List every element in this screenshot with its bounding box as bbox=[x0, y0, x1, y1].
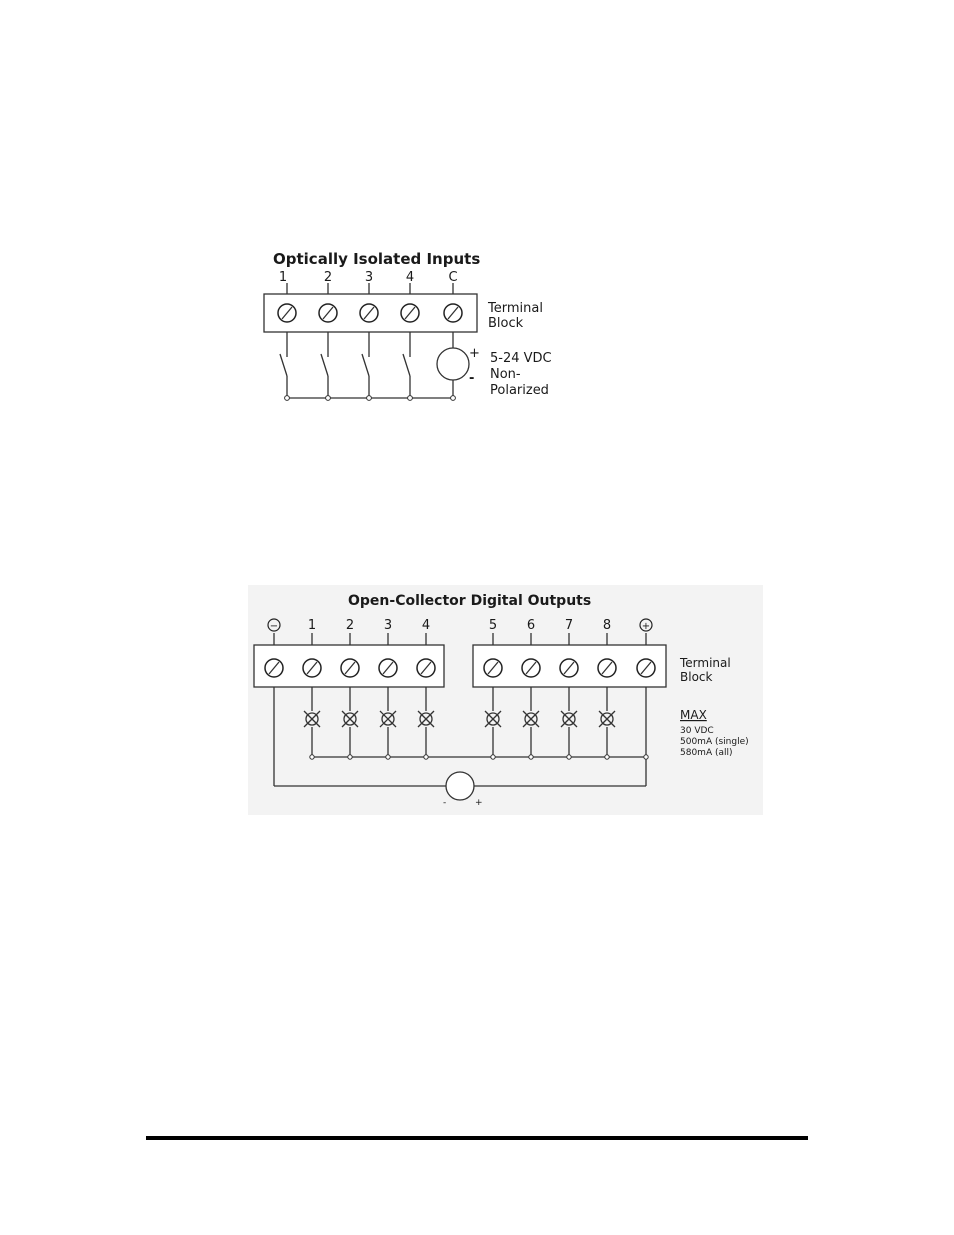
input-screw-1 bbox=[278, 304, 296, 322]
input-supply-minus: - bbox=[469, 371, 475, 386]
outputs-block-label-line1: Terminal bbox=[680, 656, 731, 670]
optically-isolated-inputs-diagram bbox=[240, 240, 580, 415]
inputs-supply-label-line3: Polarized bbox=[490, 383, 549, 398]
input-screw-c bbox=[444, 304, 462, 322]
input-screw-4 bbox=[401, 304, 419, 322]
input-terminal-c-label: C bbox=[448, 270, 458, 285]
input-terminal-4-label: 4 bbox=[405, 270, 415, 285]
inputs-title: Optically Isolated Inputs bbox=[273, 250, 481, 268]
input-supply-source bbox=[437, 348, 469, 380]
output-source-minus: - bbox=[443, 798, 447, 808]
outputs-block-label-line2: Block bbox=[680, 670, 713, 684]
inputs-block-label-line1: Terminal bbox=[488, 301, 543, 316]
output-terminal-4-label: 4 bbox=[421, 618, 431, 633]
output-terminal-3-label: 3 bbox=[383, 618, 393, 633]
output-terminal-5-label: 5 bbox=[488, 618, 498, 633]
outputs-max-label: MAX bbox=[680, 708, 707, 722]
inputs-supply-label-line2: Non- bbox=[490, 367, 521, 382]
input-screw-3 bbox=[360, 304, 378, 322]
output-terminal-7-label: 7 bbox=[564, 618, 574, 633]
input-switches bbox=[280, 332, 453, 398]
output-power-source bbox=[446, 772, 474, 800]
open-collector-digital-outputs-diagram bbox=[248, 585, 763, 815]
input-screw-2 bbox=[319, 304, 337, 322]
output-pos-symbol: + bbox=[641, 621, 651, 632]
inputs-supply-label-line1: 5-24 VDC bbox=[490, 351, 552, 366]
input-supply-plus: + bbox=[469, 346, 480, 361]
outputs-title: Open-Collector Digital Outputs bbox=[348, 593, 592, 609]
output-terminal-2-label: 2 bbox=[345, 618, 355, 633]
output-terminal-1-label: 1 bbox=[307, 618, 317, 633]
output-terminal-8-label: 8 bbox=[602, 618, 612, 633]
output-source-plus: + bbox=[475, 798, 483, 808]
footer-divider bbox=[146, 1136, 808, 1140]
output-terminal-6-label: 6 bbox=[526, 618, 536, 633]
output-neg-symbol: − bbox=[269, 621, 279, 632]
outputs-spec-line1: 30 VDC bbox=[680, 726, 714, 736]
output-load-lamps bbox=[274, 687, 646, 786]
input-terminal-2-label: 2 bbox=[323, 270, 333, 285]
inputs-block-label-line2: Block bbox=[488, 316, 524, 331]
outputs-spec-line3: 580mA (all) bbox=[680, 748, 733, 758]
input-terminal-3-label: 3 bbox=[364, 270, 374, 285]
input-terminal-1-label: 1 bbox=[278, 270, 288, 285]
outputs-spec-line2: 500mA (single) bbox=[680, 737, 749, 747]
